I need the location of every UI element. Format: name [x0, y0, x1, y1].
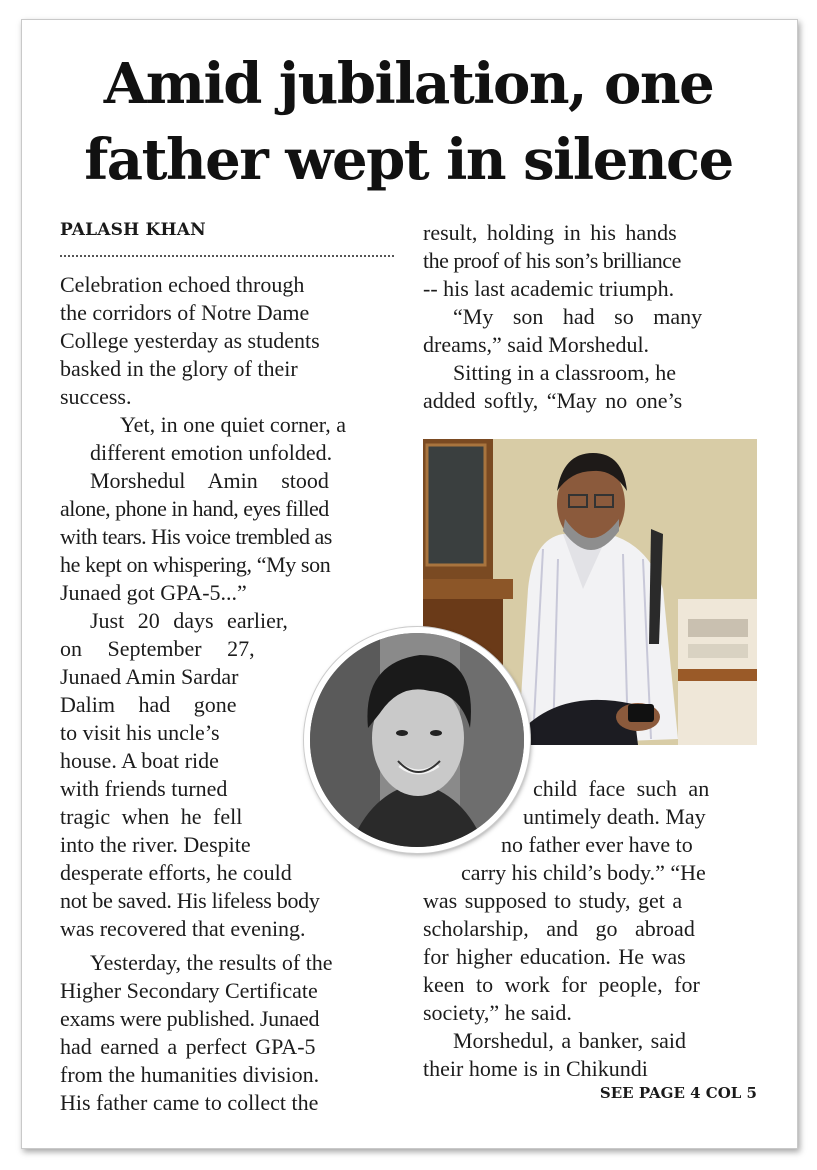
paragraph: Just 20 days earlier, on September 27, Junaed Amin Sardar Dalim had gone to visit his uncle’s house. A boat ride with friends turned tragic when he fell into the river. Despite desperate efforts, he could not be saved. His lifeless body was recovered that evening. — [60, 608, 320, 941]
paragraph: child face such an untimely death. May no father ever have to carry his child’s body.” “He was supposed to study, get a scholarship, and go abroad for higher education. He was keen to work for people, for society,” he said. — [423, 776, 710, 1025]
headline-line-1: Amid jubilation, one — [103, 51, 714, 117]
paragraph: result, holding in his hands the proof of his son’s brilliance -- his last academic triumph. — [423, 220, 681, 301]
right-column-top — [423, 219, 757, 415]
paragraph: Yet, in one quiet corner, a different emotion unfolded. — [90, 412, 346, 465]
paragraph: Celebration echoed through the corridors of Notre Dame College yesterday as students basked in the glory of their success. — [60, 272, 320, 409]
byline: PALASH KHAN — [60, 220, 206, 240]
paragraph: Yesterday, the results of the Higher Secondary Certificate exams were published. Junaed had earned a perfect GPA-5 from the humanities division. His father came to collect the — [60, 950, 333, 1115]
right-column-bottom — [423, 775, 757, 1083]
paragraph: Morshedul, a banker, said their home is in Chikundi — [423, 1028, 687, 1081]
paragraph: “My son had so many dreams,” said Morshedul. — [423, 304, 703, 357]
continuation-jump: SEE PAGE 4 COL 5 — [599, 1084, 757, 1102]
paragraph: Morshedul Amin stood alone, phone in hand, eyes filled with tears. His voice trembled as he kept on whispering, “My son Junaed got GPA-5...” — [60, 468, 332, 605]
paragraph: Sitting in a classroom, he added softly, “May no one’s — [423, 360, 683, 413]
headline-line-2: father wept in silence — [84, 127, 733, 193]
byline-divider — [60, 255, 394, 257]
